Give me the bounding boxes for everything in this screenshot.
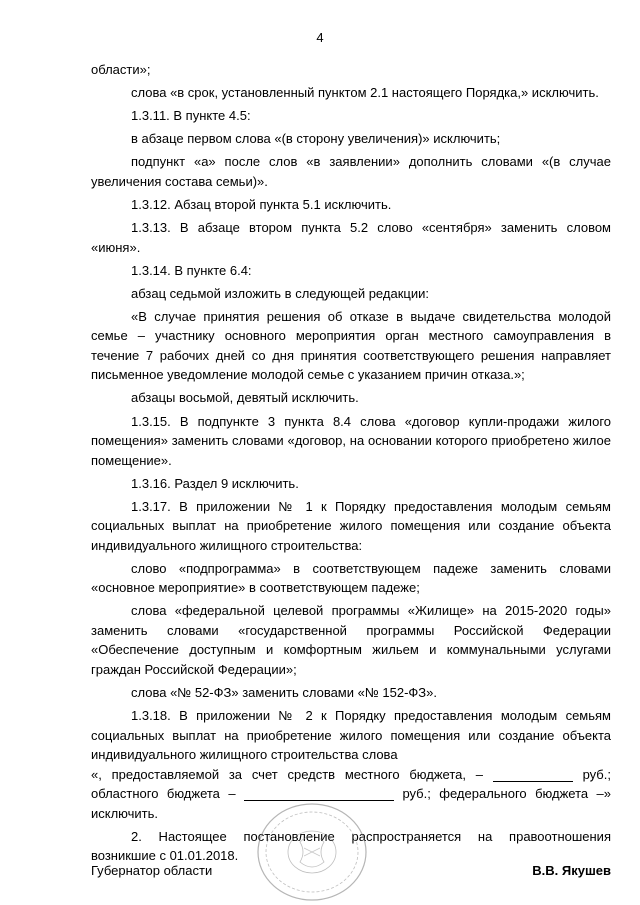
signatory-title: Губернатор области bbox=[91, 863, 213, 878]
official-seal-icon bbox=[252, 800, 370, 905]
paragraph: области»; bbox=[91, 62, 151, 77]
final-paragraph: 2. Настоящее постановление распространяется на правоотношения возникшие с 01.01.2018. bbox=[91, 828, 611, 864]
paragraph: 1.3.17. В приложении № 1 к Порядку предоставления молодым семьям социальных выплат на приобретение жилого помещения или создание объекта индивидуального жилищного строительства: bbox=[91, 498, 611, 553]
document-body bbox=[91, 60, 611, 869]
paragraph: 1.3.15. В подпункте 3 пункта 8.4 слова «договор купли-продажи жилого помещения» заменить словами «договор, на основании которого приобретено жилое помещение». bbox=[91, 413, 611, 468]
paragraph: 1.3.18. В приложении № 2 к Порядку предоставления молодым семьям социальных выплат на приобретение жилого помещения или создание объекта индивидуального жилищного строительства слова bbox=[91, 708, 611, 763]
blank-line-text: областного бюджета – bbox=[91, 786, 236, 802]
paragraph: слова «в срок, установленный пунктом 2.1 настоящего Порядка,» исключить. bbox=[131, 85, 599, 101]
paragraph: в абзаце первом слова «(в сторону увеличения)» исключить; bbox=[131, 131, 501, 147]
paragraph: слова «№ 52-ФЗ» заменить словами «№ 152-ФЗ». bbox=[131, 685, 438, 700]
paragraph: подпункт «а» после слов «в заявлении» дополнить словами «(в случае увеличения состава семьи)». bbox=[91, 154, 611, 189]
blank-line-text: «, предоставляемой за счет средств местного бюджета, – bbox=[91, 766, 484, 782]
amount-blank bbox=[244, 787, 394, 801]
paragraph: 1.3.16. Раздел 9 исключить. bbox=[131, 475, 299, 491]
quoted-paragraph: «В случае принятия решения об отказе в выдаче свидетельства молодой семье – участнику основного мероприятия орган местного самоуправления в течение 7 рабочих дней со дня принятия соответствующего решения направляет письменное уведомление молодой семье с указанием причин отказа.»; bbox=[91, 308, 611, 383]
paragraph: 1.3.11. В пункте 4.5: bbox=[131, 108, 251, 124]
amount-blank bbox=[493, 768, 573, 782]
blank-line-1 bbox=[91, 765, 611, 785]
paragraph: слова «федеральной целевой программы «Жилище» на 2015-2020 годы» заменить словами «государственной программы Российской Федерации «Обеспечение доступным и комфортным жильем и коммунальными услугами граждан Российской Федерации»; bbox=[91, 603, 611, 677]
paragraph: абзацы восьмой, девятый исключить. bbox=[131, 390, 359, 406]
paragraph: 1.3.12. Абзац второй пункта 5.1 исключить. bbox=[131, 196, 392, 212]
blank-line-text: руб.; bbox=[582, 766, 611, 782]
paragraph: исключить. bbox=[91, 805, 159, 821]
signatory-name: В.В. Якушев bbox=[532, 863, 611, 878]
paragraph: 1.3.14. В пункте 6.4: bbox=[131, 262, 252, 278]
paragraph: слово «подпрограмма» в соответствующем падеже заменить словами «основное мероприятие» в соответствующем падеже; bbox=[91, 560, 611, 596]
blank-line-text: руб.; федерального бюджета –» bbox=[402, 786, 611, 802]
signature-block bbox=[91, 862, 611, 882]
page-number: 4 bbox=[316, 30, 324, 45]
paragraph: 1.3.13. В абзаце втором пункта 5.2 слово «сентября» заменить словом «июня». bbox=[91, 220, 611, 255]
paragraph: абзац седьмой изложить в следующей редакции: bbox=[131, 285, 429, 301]
